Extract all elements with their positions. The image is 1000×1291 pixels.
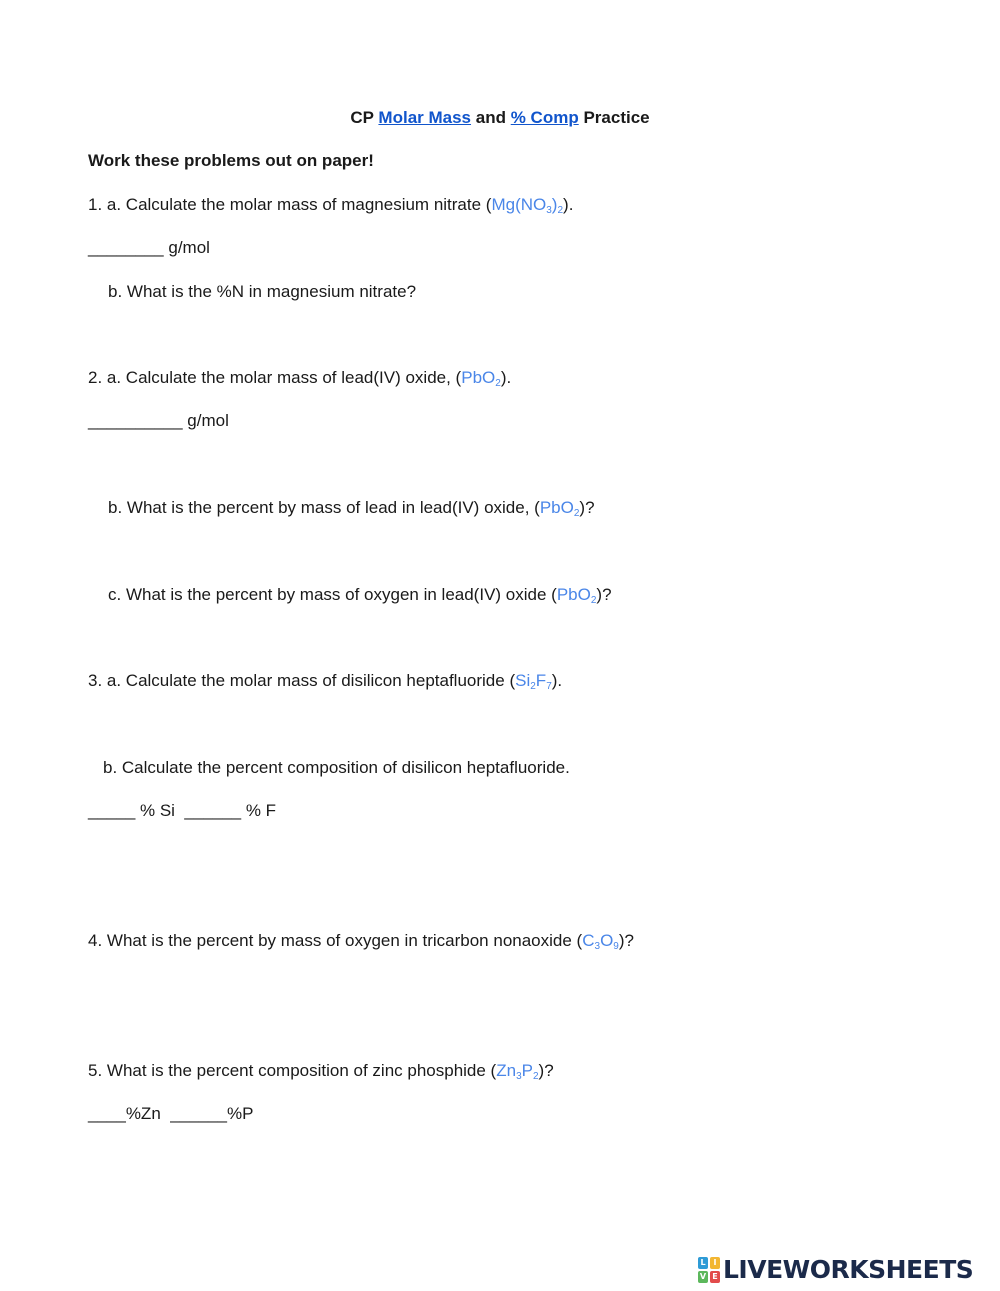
question-2a: 2. a. Calculate the molar mass of lead(IV) oxide, (PbO$_2$). [88, 368, 512, 389]
question-1a: 1. a. Calculate the molar mass of magnesium nitrate $(Mg(NO_3)_2)$. [88, 195, 574, 216]
formula-pbo2: PbO$_2$ [461, 368, 501, 389]
title-suffix: Practice [583, 108, 650, 127]
formula-c3o9: $C_3O_9$ [582, 931, 619, 952]
logo-tile: L [698, 1257, 708, 1269]
logo-tile: E [710, 1271, 720, 1283]
answer-blank-2a: __________ g/mol [88, 411, 229, 430]
q1a-text: 1. a. Calculate the molar mass of magnesium nitrate ( [88, 195, 492, 214]
title-mid: and [475, 108, 506, 127]
formula-pbo2: PbO$_2$ [556, 585, 597, 606]
answer-blank-1a: ________ g/mol [88, 238, 210, 257]
logo-text: LIVEWORKSHEETS [723, 1255, 974, 1284]
question-1b: b. What is the %N in magnesium nitrate? [108, 282, 417, 301]
page-title [0, 107, 1000, 129]
instruction-text: Work these problems out on paper! [88, 151, 374, 170]
formula-zn3p2: $Zn_3P_2$ [496, 1061, 539, 1082]
question-2b: b. What is the percent by mass of lead in lead(IV) oxide, (PbO$_2$)? [108, 498, 595, 519]
formula-pbo2: PbO$_2$ [539, 498, 580, 519]
logo-tile: V [699, 1272, 707, 1281]
logo-tile: I [710, 1257, 720, 1269]
title-prefix: CP [350, 108, 374, 127]
liveworksheets-logo [698, 1257, 973, 1283]
question-3a: 3. a. Calculate the molar mass of disilicon heptafluoride $(Si_2F_7)$. [88, 671, 563, 692]
question-3b: b. Calculate the percent composition of disilicon heptafluoride. [103, 758, 570, 777]
logo-icon [698, 1257, 720, 1283]
answer-blank-5: ____%Zn ______%P [88, 1104, 254, 1123]
question-5: 5. What is the percent composition of zinc phosphide $(Zn_3P_2)$? [88, 1061, 554, 1082]
question-2c: c. What is the percent by mass of oxygen in lead(IV) oxide (PbO$_2$)? [108, 585, 612, 606]
question-4: 4. What is the percent by mass of oxygen in tricarbon nonaoxide $(C_3O_9)$? [88, 931, 634, 952]
formula-mg-no3-2: $Mg(NO_3)_2$ [491, 195, 564, 216]
formula-si2f7: $Si_2F_7$ [515, 671, 552, 692]
percent-comp-link[interactable]: % Comp [510, 108, 579, 127]
molar-mass-link[interactable]: Molar Mass [378, 108, 472, 127]
answer-blank-3b: _____ % Si ______ % F [88, 801, 277, 820]
